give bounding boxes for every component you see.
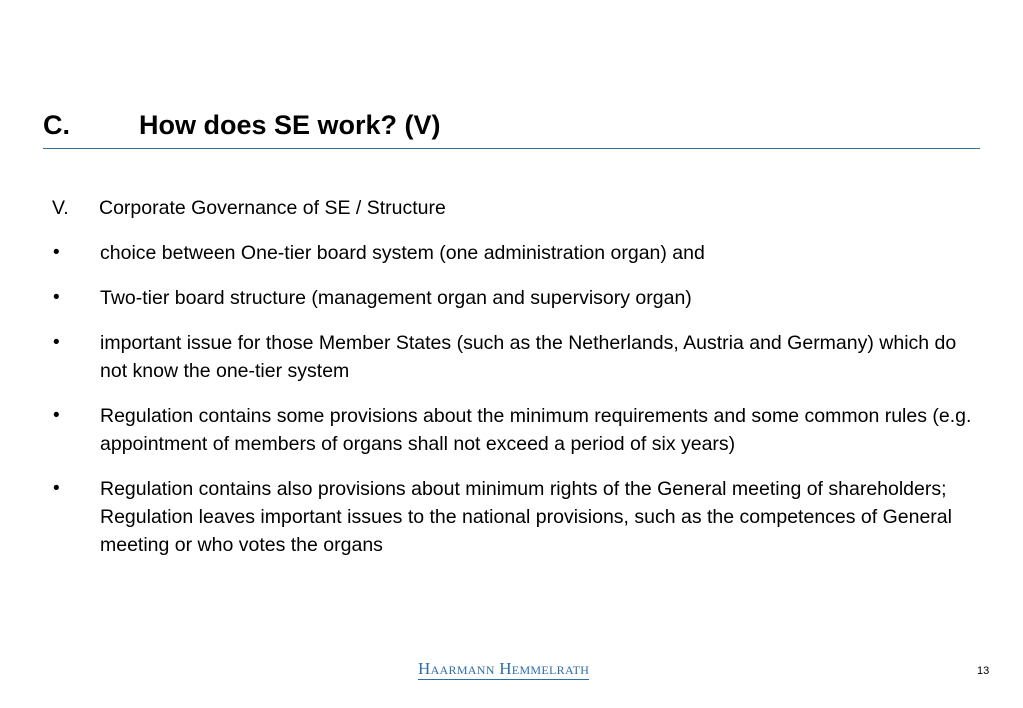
title-divider [43,148,980,149]
title-section-number: C. [43,110,70,140]
content-list [52,194,982,576]
list-item [52,239,982,267]
list-item-text: choice between One-tier board system (one administration organ) and [100,242,705,264]
company-logo: Haarmann Hemmelrath [418,659,590,678]
list-item [52,402,982,458]
list-item [52,475,982,559]
bullet-icon: • [53,287,60,308]
list-item-text: Two-tier board structure (management organ and supervisory organ) [100,287,692,309]
bullet-icon: • [53,478,60,499]
list-item [52,329,982,385]
list-item [52,194,982,222]
slide-title [43,108,441,142]
page-number: 13 [977,665,990,677]
list-item-text: Corporate Governance of SE / Structure [99,197,446,219]
list-item [52,284,982,312]
list-item-text: important issue for those Member States (such as the Netherlands, Austria and Germany) which do not know the one-tier system [100,332,957,382]
bullet-icon: • [53,242,60,263]
bullet-icon: • [53,332,60,353]
list-item-text: Regulation contains some provisions about the minimum requirements and some common rules (e.g. appointment of members of organs shall not exceed a period of six years) [100,405,972,455]
title-text: How does SE work? (V) [139,110,441,140]
list-item-text: Regulation contains also provisions about minimum rights of the General meeting of shareholders; Regulation leaves important issues to the national provisions, such as the competences of General meeting or who votes the organs [100,478,952,556]
bullet-icon: • [53,405,60,426]
item-number: V. [52,197,69,219]
